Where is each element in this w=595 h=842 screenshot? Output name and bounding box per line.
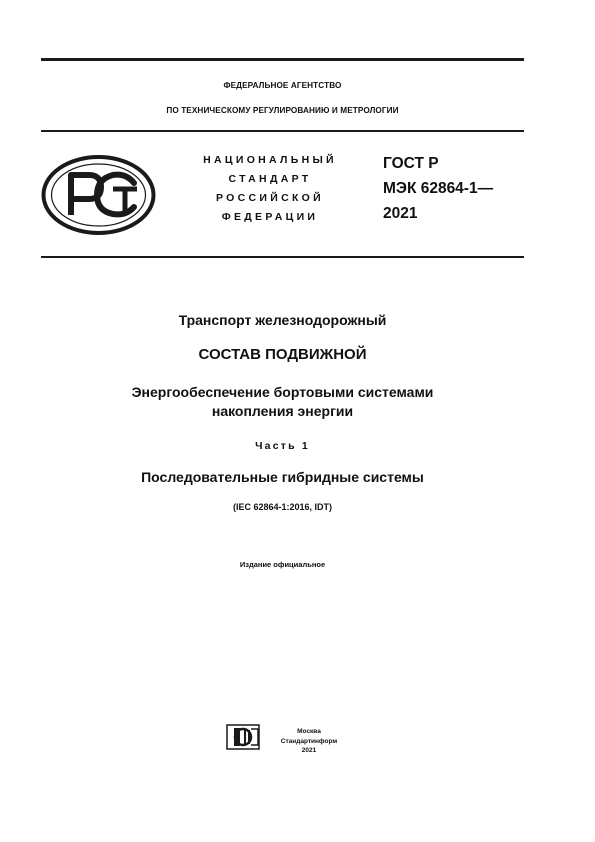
national-standard-label: НАЦИОНАЛЬНЫЙ СТАНДАРТ РОССИЙСКОЙ ФЕДЕРАЦИИ: [203, 154, 337, 223]
part-label: Часть 1: [255, 440, 310, 452]
publisher-year: 2021: [301, 747, 317, 754]
reference: (IEC 62864-1:2016, IDT): [232, 502, 333, 512]
title-line-3a: Энергообеспечение бортовыми системами: [131, 384, 434, 400]
publisher-info: [268, 727, 350, 756]
top-rule: [41, 58, 524, 61]
title-line-3b: накопления энергии: [211, 403, 354, 419]
title-line-1: Транспорт железнодорожный: [178, 312, 387, 328]
standartinform-logo-icon: [226, 724, 260, 750]
agency-line-1: ФЕДЕРАЛЬНОЕ АГЕНТСТВО: [223, 81, 342, 90]
publisher-name: Стандартинформ: [280, 737, 338, 745]
title-line-2: СОСТАВ ПОДВИЖНОЙ: [198, 346, 367, 363]
rst-emblem-icon: [41, 155, 156, 235]
header-rule: [41, 130, 524, 132]
edition-label: Издание официальное: [239, 560, 326, 569]
agency-line-2: ПО ТЕХНИЧЕСКОМУ РЕГУЛИРОВАНИЮ И МЕТРОЛОГИИ: [166, 106, 399, 115]
publisher-city: Москва: [297, 728, 321, 735]
header-bottom-rule: [41, 256, 524, 258]
standard-designation: ГОСТ Р МЭК 62864-1— 2021: [383, 155, 494, 222]
subtitle: Последовательные гибридные системы: [141, 469, 424, 485]
